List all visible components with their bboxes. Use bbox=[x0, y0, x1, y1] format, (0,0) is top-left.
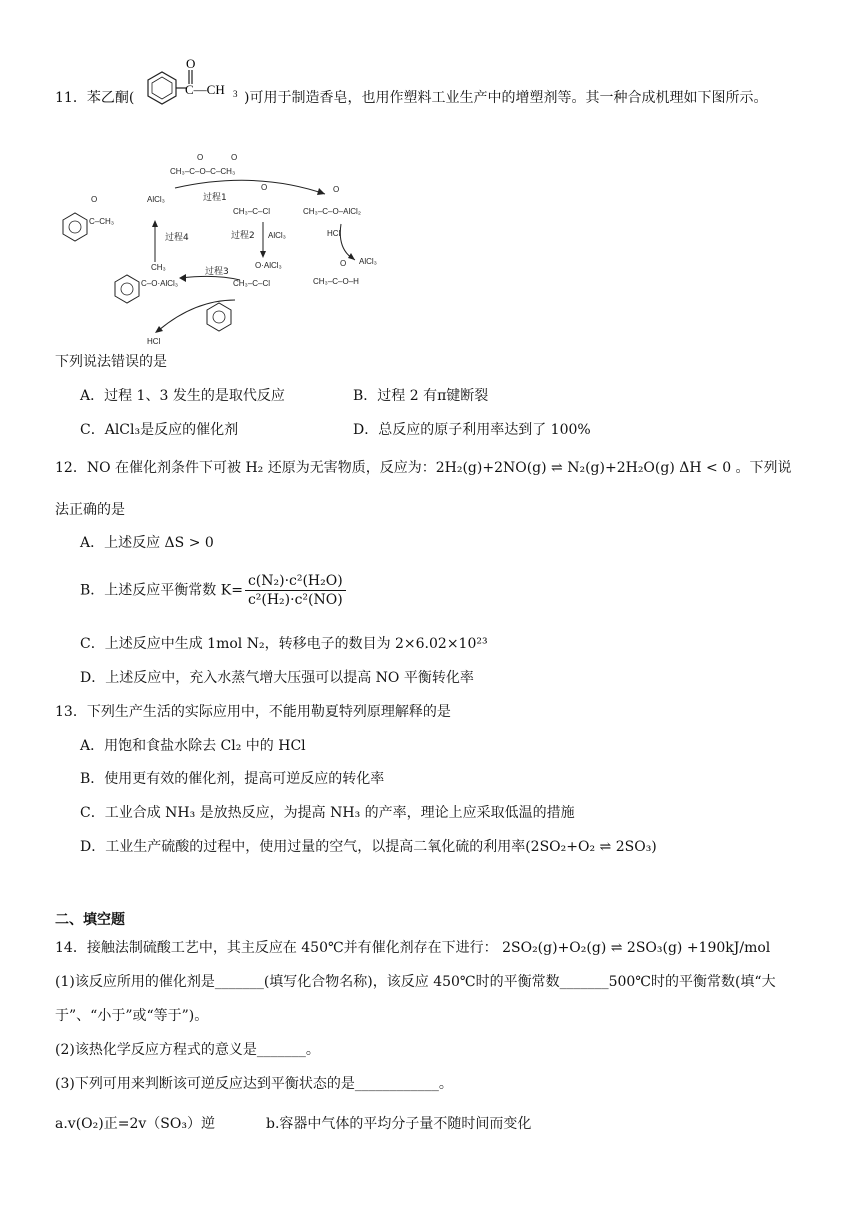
hcl-right: HCl bbox=[327, 229, 341, 238]
acyl-oalcl2: CH₃–C–O–AlCl₂ bbox=[303, 207, 361, 216]
acyl-complex: CH₃–C–Cl bbox=[233, 279, 271, 288]
question-number: 12． bbox=[55, 460, 87, 476]
q12-stem-cont: 法正确的是 bbox=[55, 502, 125, 518]
svg-text:O: O bbox=[91, 195, 98, 204]
acetyl-chloride: CH₃–C–Cl bbox=[233, 207, 271, 216]
q11-option-d[interactable]: D．总反应的原子利用率达到了 100% bbox=[353, 422, 591, 438]
q14-choice-b[interactable]: b.容器中气体的平均分子量不随时间而变化 bbox=[266, 1116, 532, 1132]
q12-option-d[interactable]: D．上述反应中，充入水蒸气增大压强可以提高 NO 平衡转化率 bbox=[80, 670, 474, 686]
question-number: 11． bbox=[55, 90, 87, 106]
oalcl3-mid: O·AlCl₃ bbox=[255, 261, 282, 270]
q14-part2: (2)该热化学反应方程式的意义是_______。 bbox=[55, 1042, 320, 1058]
ch3-bottom: CH₃ bbox=[151, 263, 166, 272]
q13-option-a[interactable]: A．用饱和食盐水除去 Cl₂ 中的 HCl bbox=[80, 738, 306, 754]
q14-part3: (3)下列可用来判断该可逆反应达到平衡状态的是____________。 bbox=[55, 1076, 453, 1092]
q12-option-a[interactable]: A．上述反应 ΔS > 0 bbox=[80, 535, 214, 551]
q11-option-b[interactable]: B．过程 2 有π键断裂 bbox=[353, 388, 489, 404]
svg-text:O: O bbox=[340, 259, 347, 268]
q11-option-c[interactable]: C．AlCl₃是反应的催化剂 bbox=[80, 422, 239, 438]
acetyl-group: C—CH bbox=[185, 82, 225, 97]
q11-stem bbox=[55, 88, 134, 108]
process-2-label: 过程2 bbox=[231, 231, 255, 241]
q12-option-c[interactable]: C．上述反应中生成 1mol N₂，转移电子的数目为 2×6.02×10²³ bbox=[80, 636, 488, 652]
process-3-label: 过程3 bbox=[205, 267, 229, 277]
acetic-acid: CH₃–C–O–H bbox=[313, 277, 359, 286]
q12-stem: 12．NO 在催化剂条件下可被 H₂ 还原为无害物质，反应为：2H₂(g)+2NO(g) ⇌ N₂(g)+2H₂O(g) ΔH < 0 。下列说 bbox=[55, 460, 792, 476]
equilibrium-constant-fraction: $\frac{\text{c(N₂)·c²(H₂O)}}{\text{c²(H₂)·c²(NO)}}$ bbox=[245, 572, 346, 609]
q13-option-b[interactable]: B．使用更有效的催化剂，提高可逆反应的转化率 bbox=[80, 771, 385, 787]
alcl3-right: AlCl₃ bbox=[359, 257, 377, 266]
alcl3-top: AlCl₃ bbox=[147, 195, 165, 204]
svg-text:O: O bbox=[197, 153, 204, 162]
svg-text:O: O bbox=[261, 183, 268, 192]
q11-option-a[interactable]: A．过程 1、3 发生的是取代反应 bbox=[80, 388, 285, 404]
section-heading: 二、填空题 bbox=[55, 912, 125, 928]
q14-stem: 14．接触法制硫酸工艺中，其主反应在 450℃并有催化剂存在下进行： 2SO₂(g)+O₂(g) ⇌ 2SO₃(g) +190kJ/mol bbox=[55, 940, 771, 956]
product-acetophenone: C–CH₃ bbox=[89, 217, 115, 226]
process-1-label: 过程1 bbox=[203, 193, 227, 203]
oalcl3-bottom: C–O·AlCl₃ bbox=[141, 279, 179, 288]
svg-text:O: O bbox=[231, 153, 238, 162]
q12-option-b[interactable]: B．上述反应平衡常数 K= $\frac{\text{c(N₂)·c²(H₂O)}}{\text{c²(H₂)·c²(NO)}}$ bbox=[80, 572, 348, 609]
svg-text:3: 3 bbox=[233, 89, 238, 99]
acetophenone-structure bbox=[130, 58, 242, 116]
compound-name: 苯乙酮( bbox=[86, 90, 135, 106]
q14-part1: (1)该反应所用的催化剂是_______(填写化合物名称)，该反应 450℃时的平衡常数_______500℃时的平衡常数(填“大 bbox=[55, 974, 776, 990]
alcl3-mid: AlCl₃ bbox=[268, 231, 286, 240]
svg-text:O: O bbox=[333, 185, 340, 194]
q13-stem: 13．下列生产生活的实际应用中，不能用勒夏特列原理解释的是 bbox=[55, 704, 451, 720]
q11-stem-rest: )可用于制造香皂，也用作塑料工业生产中的增塑剂等。其一种合成机理如下图所示。 bbox=[244, 90, 768, 106]
q14-choice-a[interactable]: a.v(O₂)正=2v（SO₃）逆 bbox=[55, 1116, 215, 1132]
hcl-bottom: HCl bbox=[147, 337, 161, 346]
q13-option-c[interactable]: C．工业合成 NH₃ 是放热反应，为提高 NH₃ 的产率，理论上应采取低温的措施 bbox=[80, 805, 575, 821]
q11-question: 下列说法错误的是 bbox=[55, 354, 167, 370]
mechanism-diagram bbox=[55, 150, 415, 350]
q13-option-d[interactable]: D．工业生产硫酸的过程中，使用过量的空气，以提高二氧化硫的利用率(2SO₂+O₂ ⇌ 2SO₃) bbox=[80, 839, 657, 855]
anhydride-label: CH₃–C–O–C–CH₃ bbox=[170, 167, 236, 176]
q14-part1-cont: 于”、“小于”或“等于”)。 bbox=[55, 1008, 209, 1024]
process-4-label: 过程4 bbox=[165, 233, 189, 243]
carbonyl-o: O bbox=[186, 58, 196, 71]
